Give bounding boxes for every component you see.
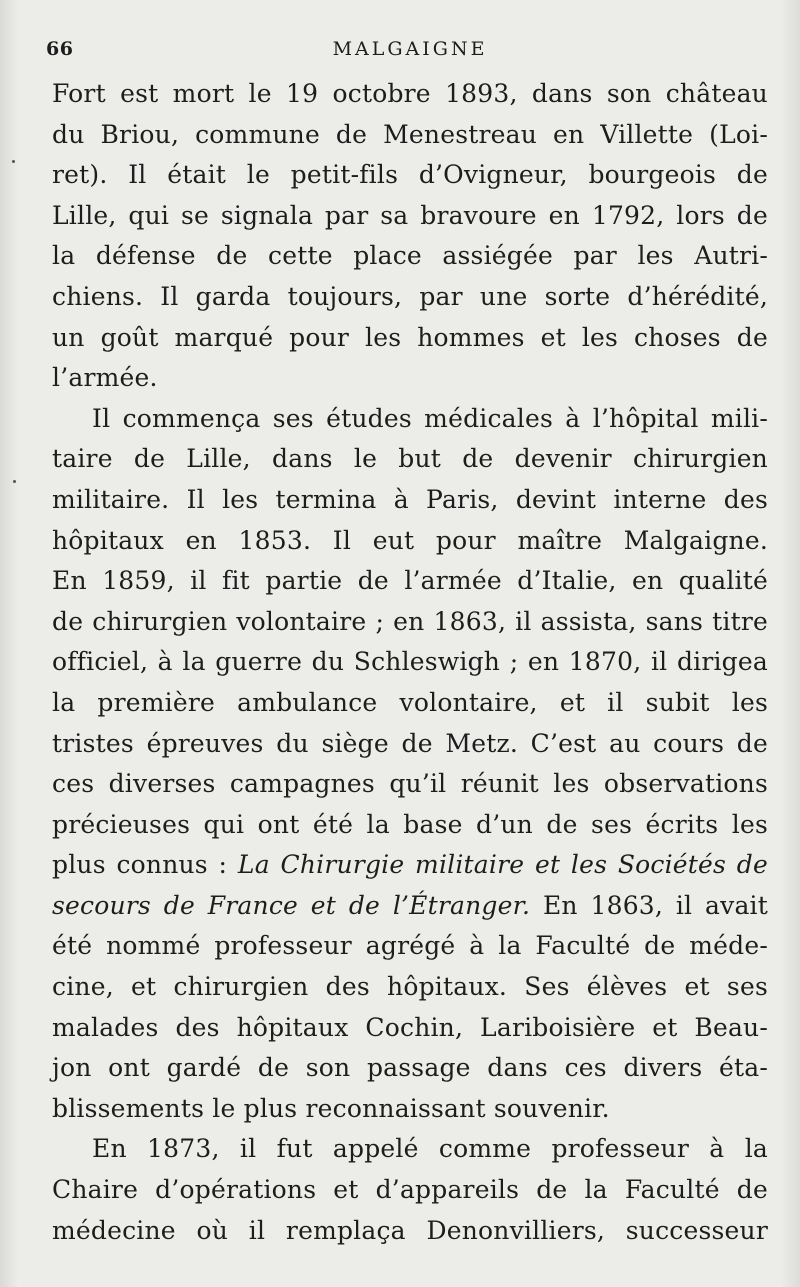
- body-text: [52, 74, 768, 1251]
- text-line: taire de Lille, dans le but de devenir chirurgien: [52, 444, 768, 474]
- text-line: précieuses qui ont été la base d’un de ses écrits les: [52, 809, 768, 839]
- ink-speck: [12, 160, 15, 163]
- text-line: un goût marqué pour les hommes et les choses de: [52, 322, 768, 352]
- book-page: [46, 30, 768, 1251]
- text-line: la défense de cette place assiégée par les Autri-: [52, 241, 768, 271]
- text-line: l’armée.: [52, 363, 158, 393]
- ink-speck: [13, 480, 16, 483]
- book-title-italic: La Chirurgie militaire et les Sociétés de: [237, 850, 768, 880]
- text-line: blissements le plus reconnaissant souvenir.: [52, 1093, 610, 1123]
- text-run: plus connus :: [52, 850, 238, 880]
- text-run: En 1863, il avait: [530, 890, 768, 920]
- text-line: cine, et chirurgien des hôpitaux. Ses élèves et ses: [52, 972, 768, 1002]
- text-line: tristes épreuves du siège de Metz. C’est au cours de: [52, 728, 768, 758]
- text-line: [52, 886, 768, 927]
- text-line: ces diverses campagnes qu’il réunit les observations: [52, 769, 768, 799]
- text-line: ret). Il était le petit-fils d’Ovigneur, bourgeois de: [52, 160, 768, 190]
- text-line: de chirurgien volontaire ; en 1863, il assista, sans titre: [52, 606, 768, 636]
- text-line: malades des hôpitaux Cochin, Lariboisière et Beau-: [52, 1012, 768, 1042]
- text-line: été nommé professeur agrégé à la Faculté de méde-: [52, 931, 768, 961]
- text-line: Il commença ses études médicales à l’hôpital mili-: [92, 403, 768, 433]
- text-line: En 1859, il fit partie de l’armée d’Italie, en qualité: [52, 566, 768, 596]
- text-line: [52, 845, 768, 886]
- text-line: militaire. Il les termina à Paris, devint interne des: [52, 484, 768, 514]
- page-header: [46, 30, 768, 70]
- book-title-italic: secours de France et de l’Étranger.: [52, 890, 531, 920]
- text-line: la première ambulance volontaire, et il subit les: [52, 687, 768, 717]
- text-line: jon ont gardé de son passage dans ces divers éta-: [52, 1053, 768, 1083]
- text-line: Fort est mort le 19 octobre 1893, dans son château: [52, 79, 768, 108]
- running-head: MALGAIGNE: [332, 38, 488, 60]
- text-line: hôpitaux en 1853. Il eut pour maître Malgaigne.: [52, 525, 768, 555]
- text-line: Lille, qui se signala par sa bravoure en 1792, lors de: [52, 200, 768, 230]
- text-line: du Briou, commune de Menestreau en Villette (Loi-: [52, 119, 768, 149]
- text-line: officiel, à la guerre du Schleswigh ; en 1870, il dirigea: [52, 647, 768, 677]
- text-line: Chaire d’opérations et d’appareils de la Faculté de: [52, 1175, 768, 1205]
- text-line: médecine où il remplaça Denonvilliers, successeur: [52, 1215, 768, 1245]
- page-number: 66: [46, 38, 74, 60]
- text-line: chiens. Il garda toujours, par une sorte d’hérédité,: [52, 281, 768, 311]
- text-line: En 1873, il fut appelé comme professeur à la: [92, 1134, 768, 1164]
